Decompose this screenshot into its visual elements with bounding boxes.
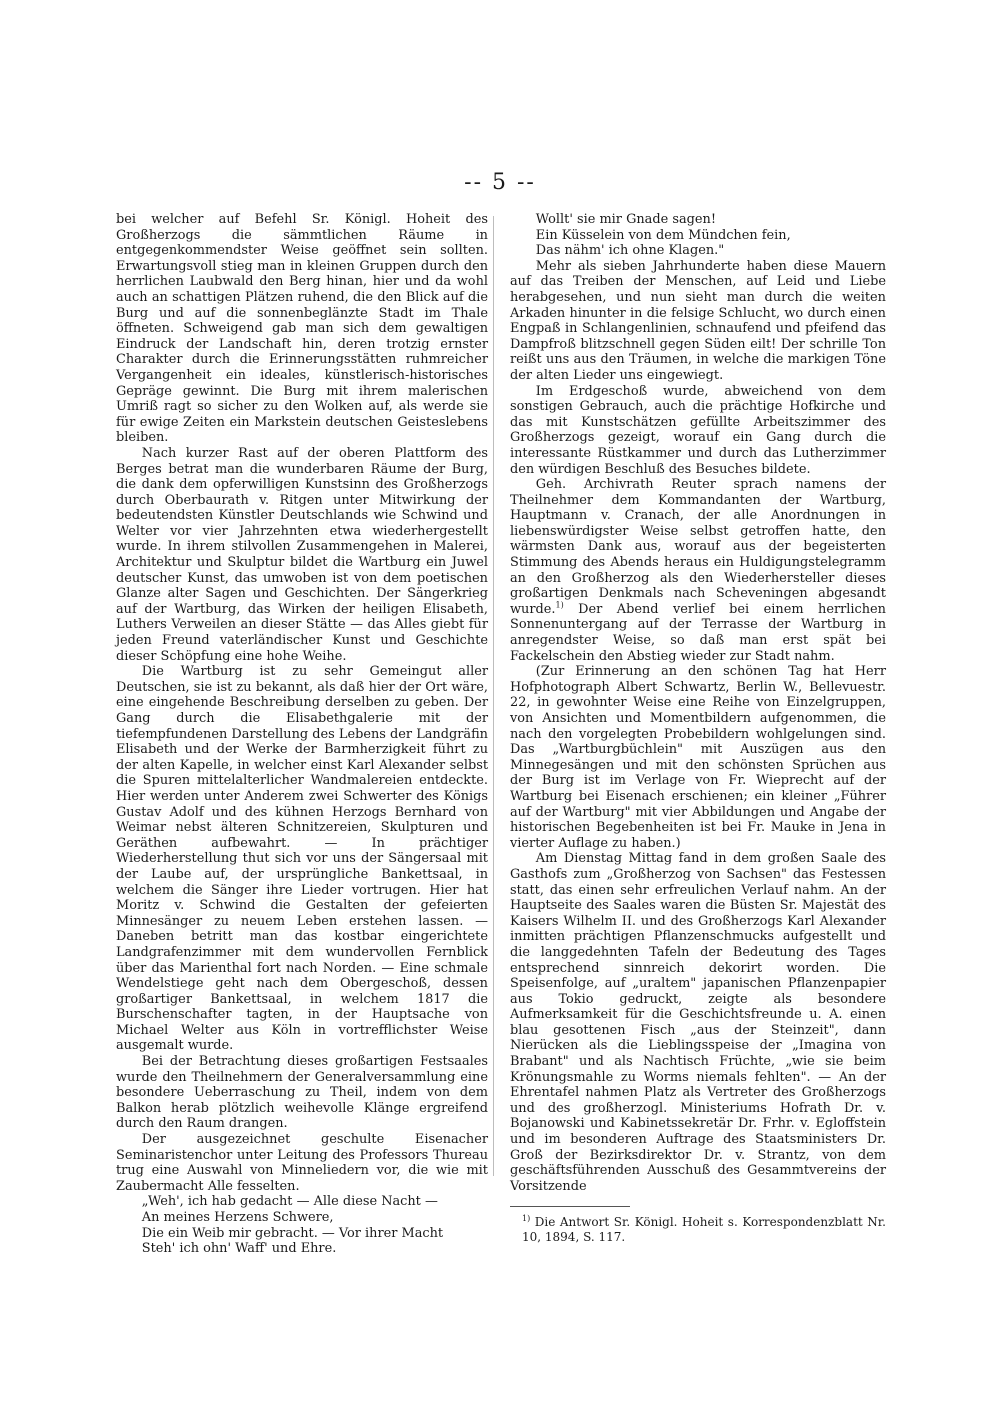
paragraph-text: Der Abend verlief bei einem herrlichen Sonnenuntergang auf der Terrasse der Wartburg in anregendster Weise, so daß man erst spät bei Fackelschein den Abstieg wieder zur Stadt nahm. bbox=[510, 601, 886, 664]
footnote-rule bbox=[510, 1206, 630, 1207]
verse-line: Ein Küsselein von dem Mündchen fein, bbox=[535, 227, 791, 243]
column-divider bbox=[493, 216, 494, 1176]
paragraph bbox=[510, 477, 886, 664]
verse-line: Die ein Weib mir gebracht. — Vor ihrer Macht bbox=[141, 1225, 444, 1241]
verse-line: „Weh', ich hab gedacht — Alle diese Nacht — bbox=[141, 1194, 438, 1210]
paragraph: bei welcher auf Befehl Sr. Königl. Hoheit des Großherzogs die sämmtlichen Räume in entgegenkommendster Weise geöffnet sein sollten. Erwartungsvoll stieg man in kleinen Gruppen durch den herrlichen Laubwald den Berg hinan, hier und da wohl auch an schattigen Plätzen ruhend, die den Blick auf die Burg und auf die sonnenbeglänzte Stadt im Thale öffneten. Schweigend gab man sich dem gewaltigen Eindruck der Landschaft hin, deren trotzig ernster Charakter durch die Erinnerungsstätten ruhmreicher Vergangenheit ein ideales, künstlerisch-historisches Gepräge gewinnt. Die Burg mit ihrem malerischen Umriß ragt so sicher zu den Wolken auf, als werde sie für ewige Zeiten ein Markstein deutschen Geisteslebens bleiben. bbox=[116, 212, 488, 446]
paragraph: Nach kurzer Rast auf der oberen Plattform des Berges betrat man die wunderbaren Räume der Burg, die dank dem opferwilligen Kunstsinn des Großherzogs durch Oberbaurath v. Ritgen unter Mitwirkung der bedeutendsten Künstler Deutschlands wie Schwind und Welter vor vier Jahrzehnten etwa wiederhergestellt wurde. In ihrem stilvollen Zusammengehen in Malerei, Architektur und Skulptur bildet die Wartburg ein Juwel deutscher Kunst, das umwoben ist von dem poetischen Glanze alter Sagen und Geschichten. Der Sängerkrieg auf der Wartburg, das Wirken der heiligen Elisabeth, Luthers Verweilen an dieser Stätte — das Alles giebt für jeden Freund vaterländischer Kunst und Geschichte dieser Schöpfung eine hohe Weihe. bbox=[116, 445, 488, 664]
verse-line: Steh' ich ohn' Waff' und Ehre. bbox=[141, 1241, 337, 1257]
paragraph-text: Geh. Archivrath Reuter sprach namens der Theilnehmer dem Kommandanten der Wartburg, Hauptmann v. Cranach, der alle Anordnungen in liebenswürdigster Weise selbst getroffen hatte, den wärmsten Dank aus, worauf aus der begeisterten Stimmung des Abends heraus ein Huldigungstelegramm an den Großherzog als den Wiederhersteller dieses großartigen Denkmals nach Scheveningen abgesandt wurde. bbox=[510, 477, 886, 617]
verse-line: Das nähm' ich ohne Klagen." bbox=[535, 243, 725, 259]
verse-line: Wollt' sie mir Gnade sagen! bbox=[535, 212, 716, 227]
verse-line: An meines Herzens Schwere, bbox=[141, 1210, 334, 1225]
verse-block bbox=[116, 1194, 488, 1256]
page-number: -- 5 -- bbox=[464, 170, 536, 195]
paragraph: Mehr als sieben Jahrhunderte haben diese Mauern auf das Treiben der Menschen, auf Leid und Liebe herabgesehen, und nun sieht man durch die weiten Arkaden hinunter in die felsige Schlucht, wo durch einen Engpaß in Schlangenlinien, schnaufend und pfeifend das Dampfroß blitzschnell gegen Süden eilt! Der schrille Ton reißt uns aus den Träumen, in welche die markigen Töne der alten Lieder uns eingewiegt. bbox=[510, 258, 886, 383]
paragraph: (Zur Erinnerung an den schönen Tag hat Herr Hofphotograph Albert Schwartz, Berlin W., Bellevuestr. 22, in gewohnter Weise eine Reihe von Einzelgruppen, von Ansichten und Momentbildern aufgenommen, die nach den vorgelegten Probebildern wohlgelungen sind. Das „Wartburgbüchlein" mit Auszügen aus den Minnegesängen und mit den schönsten Sprüchen aus der Burg ist im Verlage von Fr. Wieprecht auf der Wartburg bei Eisenach erschienen; ein kleiner „Führer auf der Wartburg" mit vier Abbildungen und Angabe der historischen Begebenheiten ist bei Fr. Mauke in Jena in vierter Auflage zu haben.) bbox=[510, 664, 886, 851]
right-column bbox=[510, 212, 886, 1245]
footnote-text: Die Antwort Sr. Königl. Hoheit s. Korrespondenzblatt Nr. 10, 1894, S. 117. bbox=[522, 1215, 886, 1245]
footnote-marker: 1) bbox=[522, 1214, 531, 1224]
paragraph: Die Wartburg ist zu sehr Gemeingut aller Deutschen, sie ist zu bekannt, als daß hier der Ort wäre, eine eingehende Beschreibung derselben zu geben. Der Gang durch die Elisabethgalerie mit der tiefempfundenen Darstellung des Lebens der Landgräfin Elisabeth und der Werke der Barmherzigkeit führt zu der alten Kapelle, in welcher einst Karl Alexander selbst die Spuren mittelalterlicher Wandmalereien entdeckte. Hier werden unter Anderem zwei Schwerter des Königs Gustav Adolf und des kühnen Herzogs Bernhard von Weimar nebst älteren Schnitzereien, Skulpturen und Geräthen aufbewahrt. — In prächtiger Wiederherstellung thut sich vor uns der Sängersaal mit der Laube auf, der ursprüngliche Bankettsaal, in welchem die Sänger ihre Lieder vortrugen. Hier hat Moritz v. Schwind die Gestalten der gefeierten Minnesänger zu neuem Leben erstehen lassen. — Daneben betritt man das kostbar eingerichtete Landgrafenzimmer mit dem wundervollen Fernblick über das Marienthal fort nach Norden. — Eine schmale Wendelstiege geht nach dem Obergeschoß, dessen großartiger Bankettsaal, in welchem 1817 die Burschenschafter tagten, in der Hauptsache von Michael Welter aus Köln in vortrefflichster Weise ausgemalt wurde. bbox=[116, 664, 488, 1054]
verse-block bbox=[510, 212, 886, 259]
left-column bbox=[116, 212, 488, 1257]
paragraph: Im Erdgeschoß wurde, abweichend von dem sonstigen Gebrauch, auch die prächtige Hofkirche und das mit Kunstschätzen gefüllte Arbeitszimmer des Großherzogs gezeigt, worauf ein Gang durch die interessante Rüstkammer und durch das Lutherzimmer den würdigen Beschluß des Besuches bildete. bbox=[510, 383, 886, 477]
paragraph: Der ausgezeichnet geschulte Eisenacher Seminaristenchor unter Leitung des Professors Thureau trug eine Auswahl von Minneliedern vor, die wie mit Zaubermacht Alle fesselten. bbox=[116, 1132, 488, 1194]
paragraph: Bei der Betrachtung dieses großartigen Festsaales wurde den Theilnehmern der Generalversammlung eine besondere Ueberraschung zu Theil, indem von dem Balkon herab plötzlich weihevolle Klänge ergreifend durch den Raum drangen. bbox=[116, 1054, 488, 1132]
paragraph: Am Dienstag Mittag fand in dem großen Saale des Gasthofs zum „Großherzog von Sachsen" das Festessen statt, das einen sehr erfreulichen Verlauf nahm. An der Hauptseite des Saales waren die Büsten Sr. Majestät des Kaisers Wilhelm II. und des Großherzogs Karl Alexander inmitten prächtigen Pflanzenschmucks aufgestellt und die langgedehnten Tafeln der Bedeutung des Tages entsprechend sinnreich dekorirt worden. Die Speisenfolge, auf „uraltem" japanischen Pflanzenpapier aus Tokio gedruckt, zeigte als besondere Aufmerksamkeit für die Geschichtsfreunde u. A. einen blau gesottenen Fisch „aus der Steinzeit", dann Nierücken als die Lieblingsspeise der „Imagina von Brabant" und als Nachtisch Früchte, „wie sie beim Krönungsmahle zu Worms niemals fehlten". — An der Ehrentafel nahmen Platz als Vertreter des Großherzogs und des großherzogl. Ministeriums Hofrath Dr. v. Bojanowski und Kabinetssekretär Dr. Frhr. v. Egloffstein und im besonderen Auftrage des Staatsministers Dr. Groß der Bezirksdirektor Dr. v. Strantz, von dem geschäftsführenden Ausschuß des Gesammtvereins der Vorsitzende bbox=[510, 851, 886, 1194]
footnote-marker: 1) bbox=[555, 600, 564, 610]
footnote bbox=[510, 1215, 886, 1245]
